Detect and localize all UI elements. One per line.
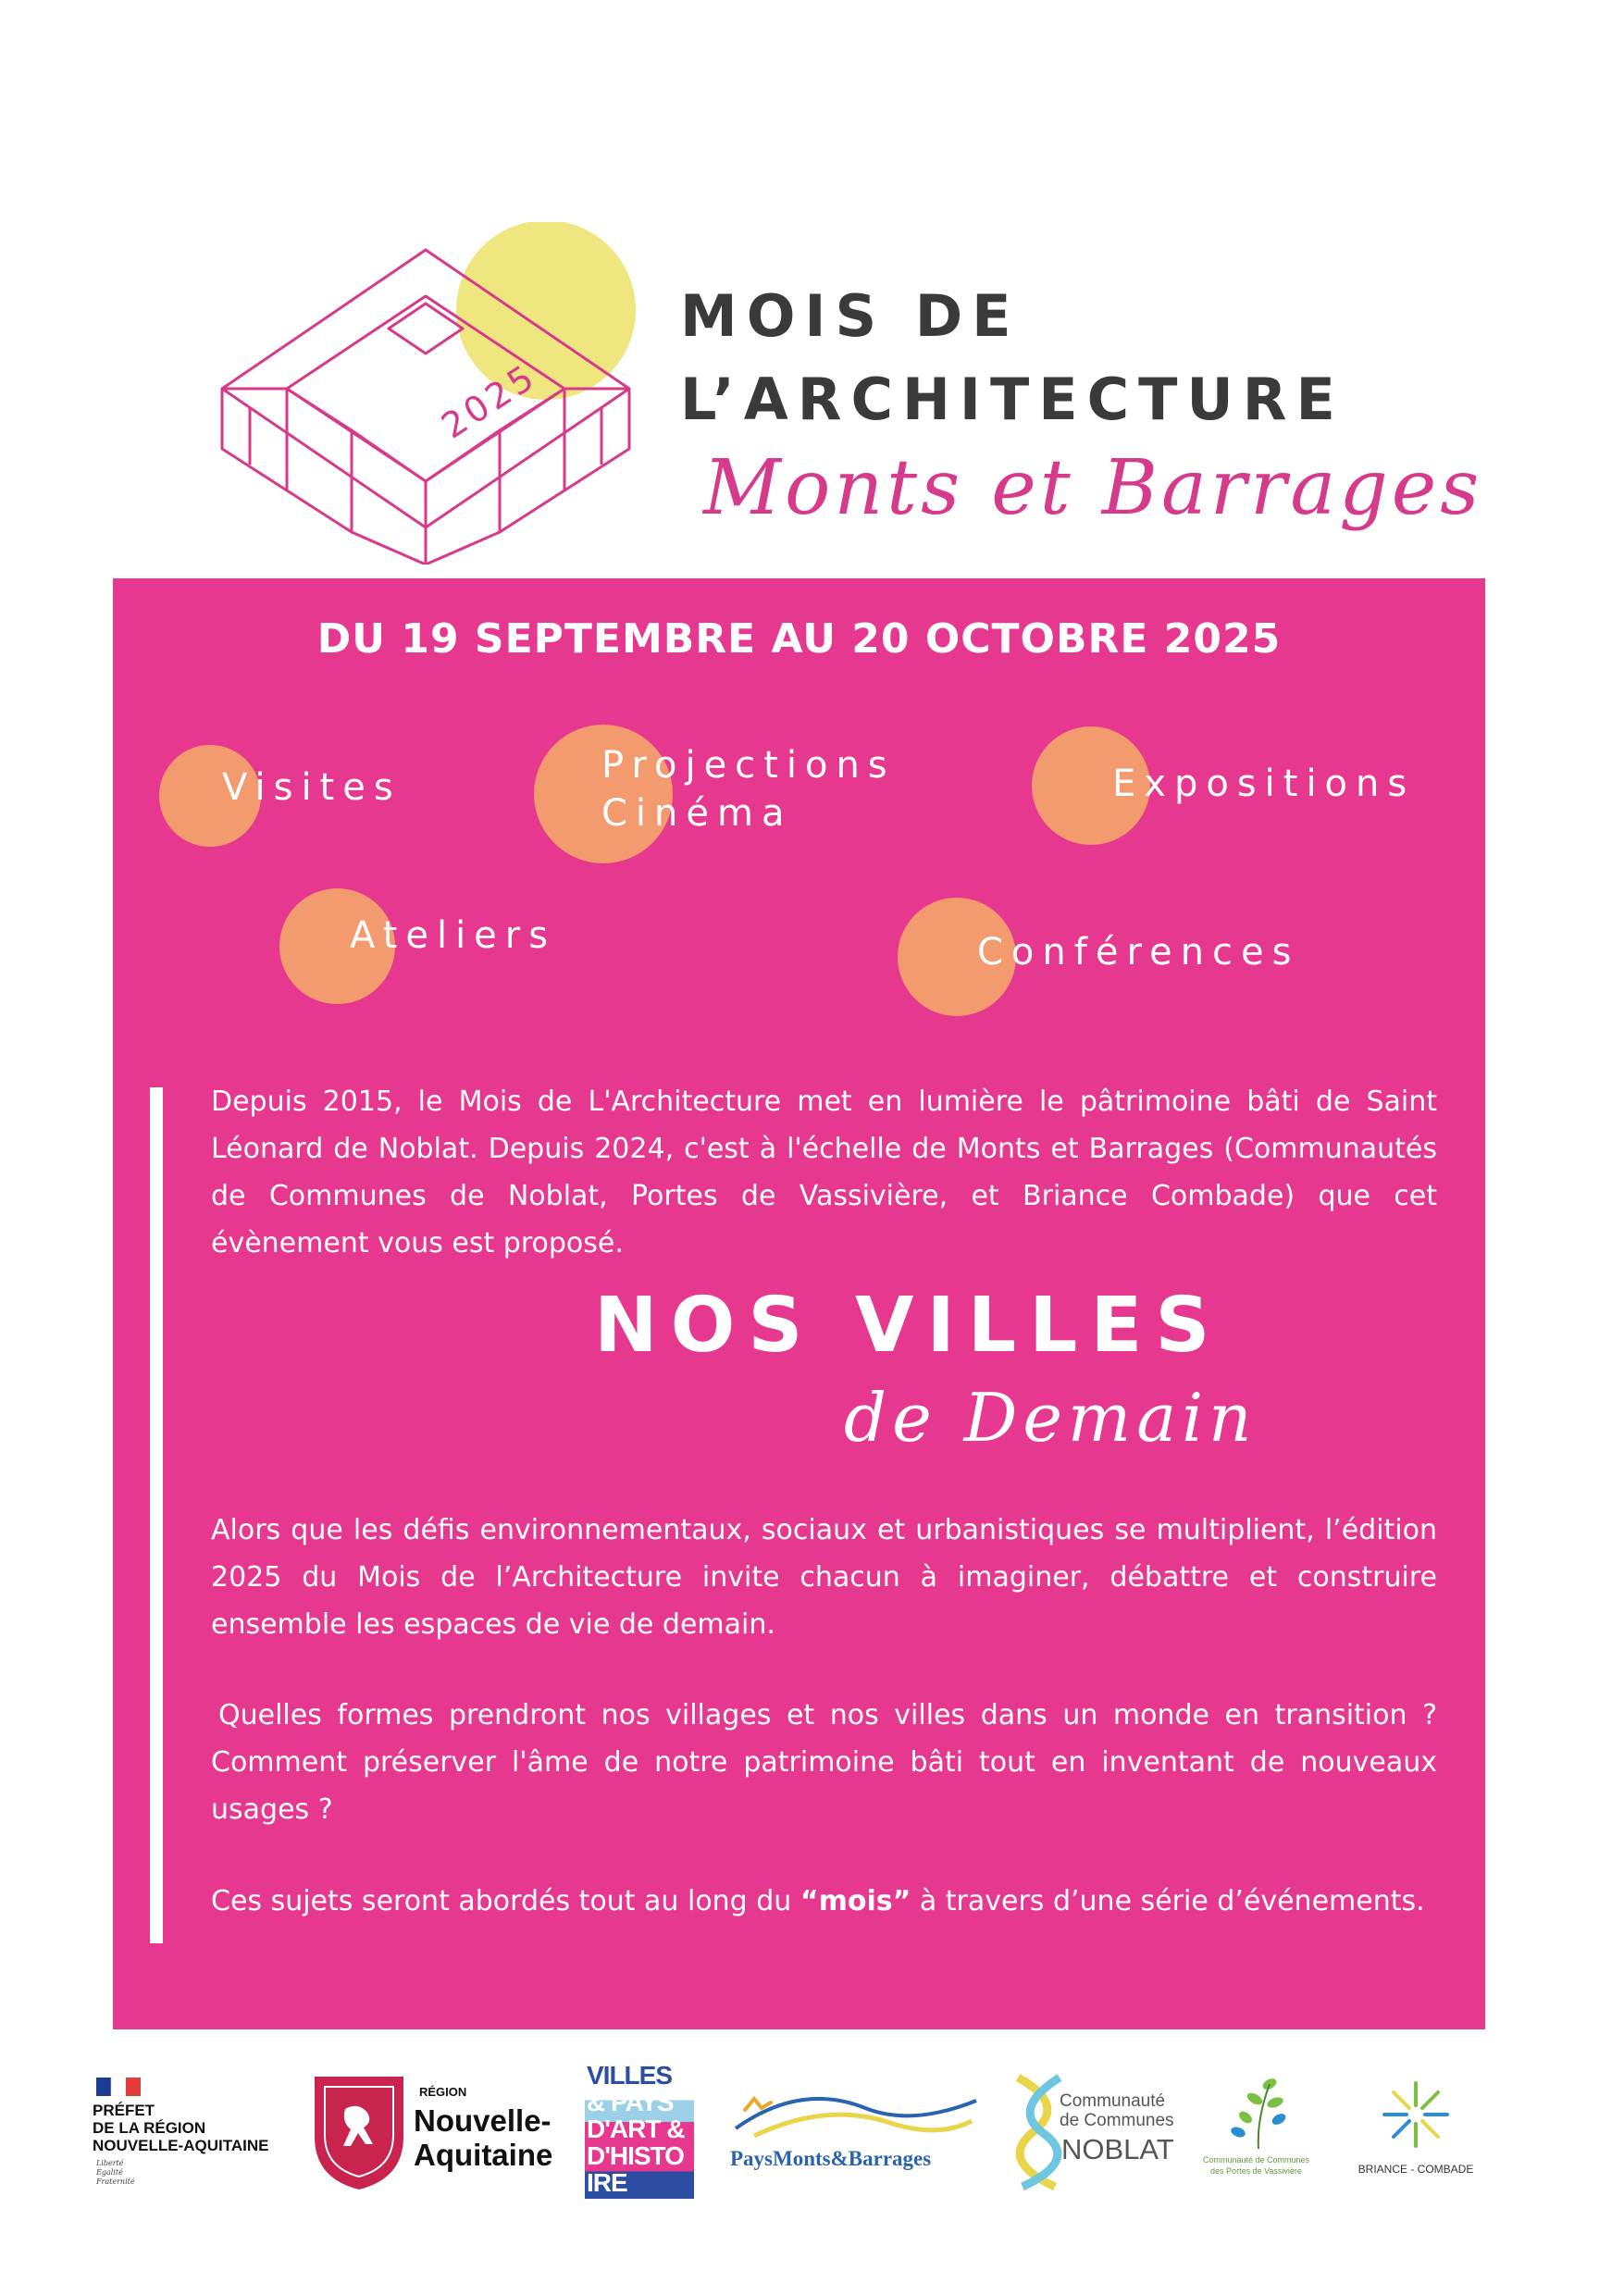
prefet-line-3: NOUVELLE-AQUITAINE [93,2137,269,2154]
region-line-2: Aquitaine [414,2138,553,2172]
paragraph-2: Quelles formes prendront nos villages et nos villes dans un monde en transition ? Comment préserver l'âme de notre patrimoine bâti tout en inventant de nouveaux usages ? [211,1699,1437,1826]
accent-bar [150,1087,163,1943]
region-small-label: RÉGION [419,2085,467,2099]
briance-star-icon [1379,2078,1453,2152]
vpah-line-3: D'ART & [587,2115,685,2143]
monts-barrages-swoosh-icon [726,2073,986,2147]
vpah-line-4: D'HISTO [587,2141,684,2170]
noblat-line-2: de Communes [1060,2111,1174,2130]
event-dates: DU 19 SEPTEMBRE AU 20 OCTOBRE 2025 [316,615,1282,663]
paragraph-3 [211,1878,1437,1925]
pays-monts-barrages-logo [726,2073,986,2184]
paragraph-3-emphasis: “mois” [800,1885,911,1917]
paragraph-1: Alors que les défis environnementaux, sociaux et urbanistiques se multiplient, l’édition 2025 du Mois de l’Architecture invite chacun à imaginer, débattre et construire ensemble les espaces de vie de demain. [211,1514,1437,1641]
activity-expositions: Expositions [1112,763,1416,805]
motto-3: Fraternité [96,2177,135,2186]
theme-title: NOS VILLES [594,1282,1223,1370]
theme-script: de Demain [844,1379,1258,1457]
french-flag-icon [96,2078,141,2096]
region-nouvelle-aquitaine-logo [310,2068,560,2198]
motto-1: Liberté [96,2159,124,2167]
region-shield-icon [310,2072,408,2192]
vpah-line-5: IRE [587,2168,627,2197]
vassiviere-line-2: des Portes de Vassivière [1210,2166,1302,2176]
activity-visites: Visites [222,766,402,809]
noblat-emblem-icon [1004,2068,1078,2193]
prefet-line-1: PRÉFET [93,2102,155,2119]
title-line-2: L’ARCHITECTURE [680,366,1345,433]
event-panel [113,578,1485,2029]
noblat-line-1: Communauté [1060,2091,1166,2111]
subtitle-script: Monts et Barrages [703,444,1483,532]
briance-label: BRIANCE - COMBADE [1357,2163,1474,2176]
noblat-line-3: NOBLAT [1061,2133,1174,2165]
activity-conferences: Conférences [977,931,1300,974]
vpah-line-2: & PAYS [587,2088,674,2116]
prefet-line-2: DE LA RÉGION [93,2119,206,2137]
portes-vassiviere-logo [1184,2073,1328,2193]
vassiviere-line-1: Communauté de Communes [1202,2155,1310,2165]
logo-year: 2025 [434,355,544,447]
paragraph-3-start: Ces sujets seront abordés tout au long du [211,1885,800,1917]
vassiviere-leaves-icon [1221,2073,1295,2152]
pays-monts-label: PaysMonts&Barrages [730,2147,932,2170]
title-line-1: MOIS DE [680,282,1021,350]
activity-cinema: Cinéma [601,792,793,835]
paragraph-3-end: à travers d’une série d’événements. [911,1885,1425,1917]
prefet-logo [93,2078,305,2193]
vpah-line-1: VILLES [587,2062,673,2090]
mois-architecture-logo [213,222,657,564]
activity-projections: Projections [601,744,896,787]
motto-2: Égalité [96,2168,123,2177]
noblat-logo [1004,2068,1180,2193]
briance-combade-logo [1351,2078,1481,2189]
region-line-1: Nouvelle- [414,2103,552,2138]
activity-ateliers: Ateliers [350,914,557,957]
intro-paragraph: Depuis 2015, le Mois de L'Architecture met en lumière le pâtrimoine bâti de Saint Léonard de Noblat. Depuis 2024, c'est à l'échelle de Monts et Barrages (Communautés de Communes de Noblat, Portes de Vassivière, et Briance Combade) que cet évènement vous est proposé. [211,1085,1437,1259]
villes-pays-art-histoire-logo [585,2062,694,2199]
